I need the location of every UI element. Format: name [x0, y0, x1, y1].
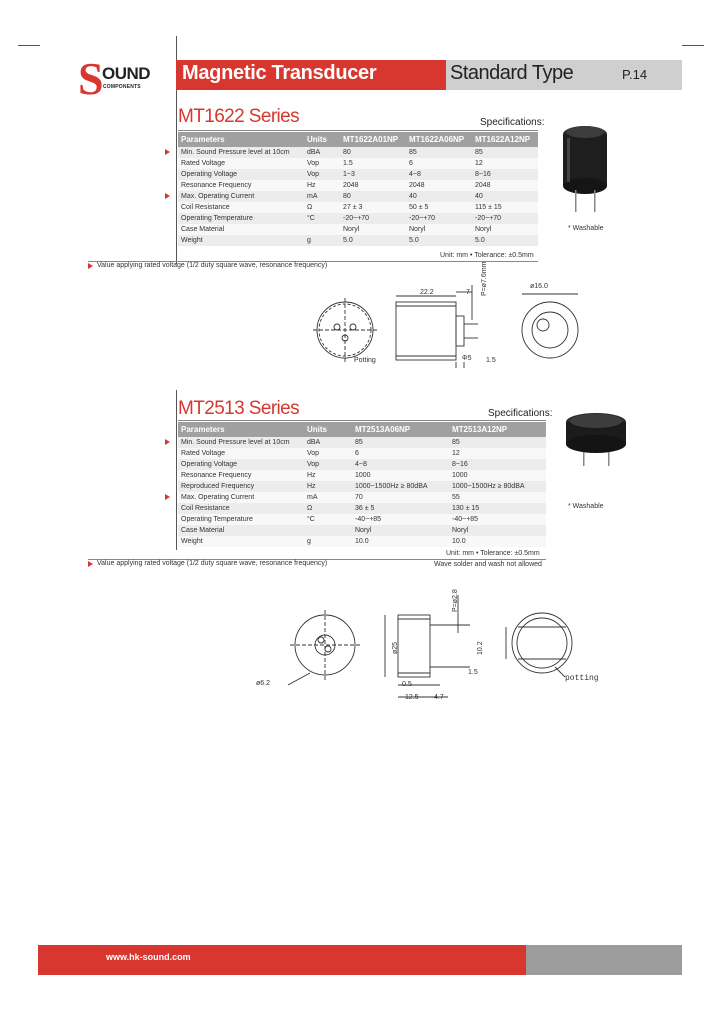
cell: Operating Temperature — [178, 213, 304, 224]
col-header: MT1622A06NP — [406, 132, 472, 147]
cell: Min. Sound Pressure level at 10cm — [178, 437, 304, 448]
mt1622-dim-3: P=ø7.6mm — [481, 261, 488, 296]
cell: 8~16 — [472, 169, 538, 180]
mt2513-title-rule — [178, 420, 546, 421]
page-number: P.14 — [622, 67, 648, 82]
footer-grey-band — [526, 945, 682, 975]
col-header: MT2513A12NP — [449, 422, 546, 437]
mt2513-washable: * Washable — [568, 503, 604, 510]
cell: 36 ± 5 — [352, 503, 449, 514]
mt1622-dim-1: 22.2 — [420, 289, 434, 296]
col-header: Units — [304, 132, 340, 147]
mt1622-potting-label: Potting — [354, 357, 376, 364]
mt1622-drawing — [300, 280, 590, 380]
cell: -40~+85 — [449, 514, 546, 525]
mt2513-drawing — [280, 585, 620, 710]
footer-url-link[interactable]: www.hk-sound.com — [106, 952, 191, 962]
mt1622-unit-note: Unit: mm • Tolerance: ±0.5mm — [440, 252, 534, 259]
cell — [304, 525, 352, 536]
table-row — [178, 235, 538, 246]
cell: 1~3 — [340, 169, 406, 180]
mt2513-dim-3: 10.2 — [477, 641, 484, 655]
mt2513-unit-note-2: Wave solder and wash not allowed — [434, 561, 542, 568]
cell: 130 ± 15 — [449, 503, 546, 514]
col-header: Parameters — [178, 132, 304, 147]
mt1622-title-rule — [178, 130, 538, 131]
cell: 12 — [472, 158, 538, 169]
mt2513-potting-label: potting — [565, 674, 599, 683]
mt2513-spec-label: Specifications: — [488, 408, 553, 419]
cell: 80 — [340, 191, 406, 202]
cell: 85 — [472, 147, 538, 158]
mt2513-dim-5: 0.5 — [402, 681, 412, 688]
cell: 1000 — [352, 470, 449, 481]
cell: Ω — [304, 202, 340, 213]
mt2513-dim-6: 12.5 — [405, 694, 419, 701]
cell: 1000~1500Hz ≥ 80dBA — [449, 481, 546, 492]
table-row — [178, 525, 546, 536]
cell: 70 — [352, 492, 449, 503]
cell: 85 — [406, 147, 472, 158]
cell: Noryl — [449, 525, 546, 536]
cell: 1000 — [449, 470, 546, 481]
cell: Max. Operating Current — [178, 492, 304, 503]
mt2513-dim-8: ø6.2 — [256, 680, 271, 687]
mt2513-title: MT2513 Series — [178, 398, 300, 419]
cell: 4~8 — [352, 459, 449, 470]
cell: Vop — [304, 158, 340, 169]
cell: g — [304, 235, 340, 246]
mt1622-dim-2: 7 — [466, 289, 470, 296]
mt1622-dim-6: 1.5 — [486, 357, 496, 364]
cell: 1.5 — [340, 158, 406, 169]
cell: Vop — [304, 459, 352, 470]
cell: Reproduced Frequency — [178, 481, 304, 492]
cell: 85 — [449, 437, 546, 448]
cell: dBA — [304, 437, 352, 448]
cell: Operating Temperature — [178, 514, 304, 525]
cell: mA — [304, 191, 340, 202]
cell: Hz — [304, 481, 352, 492]
mt2513-dim-7: 4.7 — [434, 694, 444, 701]
cell: Case Material — [178, 224, 304, 235]
mt2513-dim-2: ø25 — [392, 641, 399, 654]
guide-line-2 — [176, 390, 177, 550]
mt2513-dim-4: 1.5 — [468, 669, 478, 676]
mt1622-dim-4: ø16.0 — [530, 283, 548, 290]
cell: Coil Resistance — [178, 202, 304, 213]
table-row — [178, 147, 538, 158]
cell: 27 ± 3 — [340, 202, 406, 213]
cell: °C — [304, 213, 340, 224]
row-marker-arrow — [165, 193, 170, 199]
cell: Resonance Frequency — [178, 180, 304, 191]
footnote-arrow — [88, 561, 93, 567]
cell: 5.0 — [406, 235, 472, 246]
mt2513-spec-table — [178, 422, 546, 547]
cell: 40 — [406, 191, 472, 202]
cell: 5.0 — [340, 235, 406, 246]
mt2513-footnote: Value applying rated voltage (1/2 duty square wave, resonance frequency) — [97, 560, 328, 567]
table-row — [178, 202, 538, 213]
mt1622-footnote: Value applying rated voltage (1/2 duty square wave, resonance frequency) — [97, 262, 328, 269]
cell: 5.0 — [472, 235, 538, 246]
cell: Operating Voltage — [178, 459, 304, 470]
table-row — [178, 514, 546, 525]
cell: Hz — [304, 180, 340, 191]
cell: -20~+70 — [472, 213, 538, 224]
cell: Ω — [304, 503, 352, 514]
table-row — [178, 481, 546, 492]
table-row — [178, 213, 538, 224]
cell: -20~+70 — [340, 213, 406, 224]
cell: Coil Resistance — [178, 503, 304, 514]
col-header: Units — [304, 422, 352, 437]
logo-letter: S — [78, 53, 104, 104]
cell: Hz — [304, 470, 352, 481]
row-marker-arrow — [165, 149, 170, 155]
cell: -20~+70 — [406, 213, 472, 224]
mt1622-product-photo — [555, 112, 615, 217]
cell: Resonance Frequency — [178, 470, 304, 481]
cell: Operating Voltage — [178, 169, 304, 180]
cell: 8~16 — [449, 459, 546, 470]
cell: 4~8 — [406, 169, 472, 180]
cell: Case Material — [178, 525, 304, 536]
col-header: MT2513A06NP — [352, 422, 449, 437]
cell: 12 — [449, 448, 546, 459]
table-row — [178, 492, 546, 503]
cell: 55 — [449, 492, 546, 503]
cell: g — [304, 536, 352, 547]
cell: 1000~1500Hz ≥ 80dBA — [352, 481, 449, 492]
table-row — [178, 459, 546, 470]
mt1622-title: MT1622 Series — [178, 106, 300, 127]
table-row — [178, 503, 546, 514]
cell: 2048 — [406, 180, 472, 191]
cell: Vop — [304, 169, 340, 180]
table-row — [178, 191, 538, 202]
cell: 6 — [352, 448, 449, 459]
cell: 10.0 — [449, 536, 546, 547]
table-row — [178, 536, 546, 547]
mt1622-dim-5: Φ5 — [462, 355, 472, 362]
cell: Rated Voltage — [178, 158, 304, 169]
cell: Weight — [178, 536, 304, 547]
table-row — [178, 180, 538, 191]
crop-mark-top-right — [682, 45, 704, 46]
table-row — [178, 437, 546, 448]
product-type: Standard Type — [450, 62, 574, 84]
cell: °C — [304, 514, 352, 525]
page-title: Magnetic Transducer — [182, 62, 377, 84]
footnote-arrow — [88, 263, 93, 269]
cell: 2048 — [472, 180, 538, 191]
mt1622-spec-table — [178, 132, 538, 246]
cell: 6 — [406, 158, 472, 169]
col-header: MT1622A12NP — [472, 132, 538, 147]
mt2513-unit-note: Unit: mm • Tolerance: ±0.5mm — [446, 550, 540, 557]
mt1622-washable: * Washable — [568, 225, 604, 232]
table-row — [178, 448, 546, 459]
cell: 80 — [340, 147, 406, 158]
cell: Max. Operating Current — [178, 191, 304, 202]
crop-mark-top-left — [18, 45, 40, 46]
col-header: Parameters — [178, 422, 304, 437]
cell: 50 ± 5 — [406, 202, 472, 213]
table-row — [178, 470, 546, 481]
cell: -40~+85 — [352, 514, 449, 525]
row-marker-arrow — [165, 494, 170, 500]
cell: Noryl — [340, 224, 406, 235]
cell: 10.0 — [352, 536, 449, 547]
table-row — [178, 158, 538, 169]
cell: 2048 — [340, 180, 406, 191]
cell — [304, 224, 340, 235]
mt2513-dim-1: P=ø2.8 — [452, 589, 459, 612]
cell: dBA — [304, 147, 340, 158]
cell: 115 ± 15 — [472, 202, 538, 213]
cell: Vop — [304, 448, 352, 459]
logo-text: OUND — [102, 64, 151, 83]
table-row — [178, 169, 538, 180]
cell: mA — [304, 492, 352, 503]
logo-subtext: COMPONENTS — [103, 84, 141, 90]
cell: 85 — [352, 437, 449, 448]
cell: Noryl — [472, 224, 538, 235]
table-row — [178, 224, 538, 235]
cell: Noryl — [352, 525, 449, 536]
cell: Min. Sound Pressure level at 10cm — [178, 147, 304, 158]
row-marker-arrow — [165, 439, 170, 445]
cell: Weight — [178, 235, 304, 246]
cell: Noryl — [406, 224, 472, 235]
col-header: MT1622A01NP — [340, 132, 406, 147]
mt1622-spec-label: Specifications: — [480, 117, 545, 128]
cell: 40 — [472, 191, 538, 202]
mt2513-product-photo — [558, 408, 638, 468]
cell: Rated Voltage — [178, 448, 304, 459]
